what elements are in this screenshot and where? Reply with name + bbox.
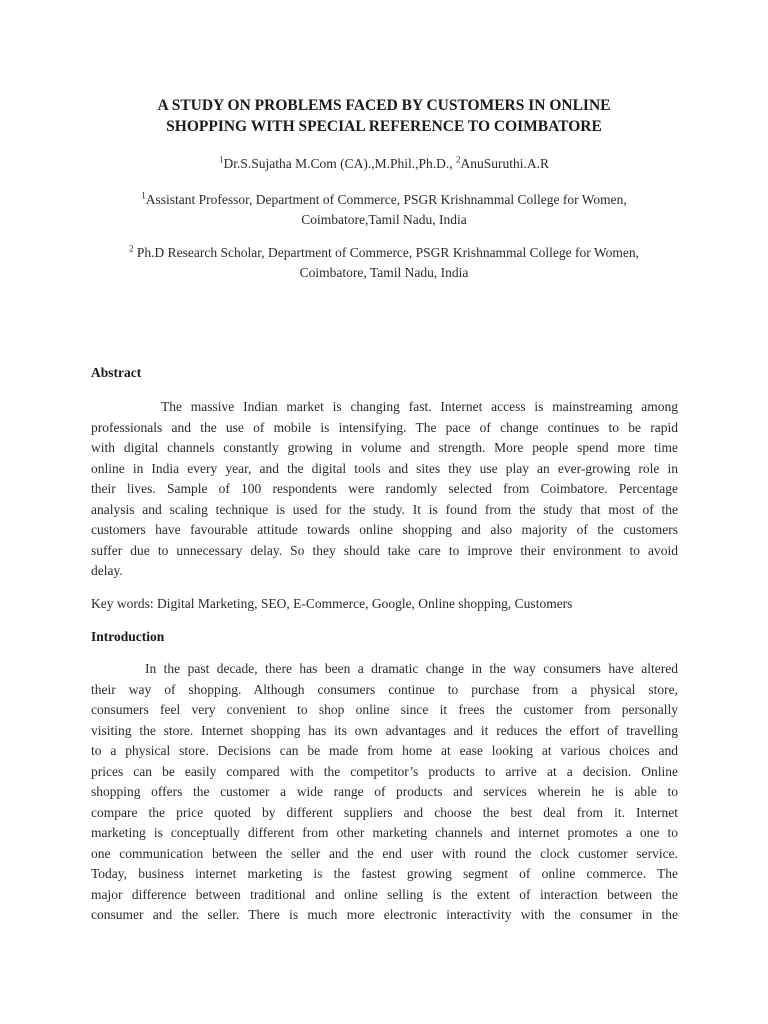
abstract-line: online in India every year, and the digital tools and sites they use play an ever-growing role in <box>91 460 678 476</box>
abstract-line: suffer due to unnecessary delay. So they should take care to improve their environment to avoid <box>91 542 678 558</box>
introduction-line: consumer and the seller. There is much more electronic interactivity with the consumer in the <box>91 907 678 922</box>
author-2-name: AnuSuruthi.A.R <box>460 156 550 171</box>
introduction-line: their way of shopping. Although consumers continue to purchase from a physical store, <box>91 681 678 697</box>
abstract-line: The massive Indian market is changing fast. Internet access is mainstreaming among <box>161 399 678 414</box>
affiliation-1-superscript: 1 <box>141 190 146 201</box>
affiliation-2 <box>80 243 688 283</box>
introduction-line: consumers feel very convenient to shop online since it frees the customer from personally <box>91 702 678 717</box>
abstract-line: analysis and scaling technique is used for the study. It is found from the study that most of the <box>91 501 678 517</box>
abstract-line: professionals and the use of mobile is intensifying. The pace of change continues to be rapid <box>91 419 678 435</box>
affiliation-2-line-2: Coimbatore, Tamil Nadu, India <box>299 265 469 280</box>
affiliation-1-line-2: Coimbatore,Tamil Nadu, India <box>301 212 467 227</box>
abstract-line: with digital channels constantly growing in volume and strength. More people spend more time <box>91 440 678 455</box>
author-1-name: Dr.S.Sujatha M.Com (CA).,M.Phil.,Ph.D., <box>223 156 456 171</box>
affiliation-1 <box>80 190 688 230</box>
title-line-1: A STUDY ON PROBLEMS FACED BY CUSTOMERS IN ONLINE <box>157 97 611 114</box>
introduction-body <box>91 659 678 926</box>
abstract-line: their lives. Sample of 100 respondents were randomly selected from Coimbatore. Percentage <box>91 481 678 496</box>
author-line <box>80 155 688 173</box>
abstract-line: delay. <box>91 563 123 578</box>
paper-title <box>80 95 688 137</box>
title-line-2: SHOPPING WITH SPECIAL REFERENCE TO COIMBATORE <box>166 118 602 135</box>
introduction-line: one communication between the seller and the end user with round the clock customer service. <box>91 845 678 861</box>
introduction-line: major difference between traditional and online selling is the extent of interaction between the <box>91 886 678 902</box>
introduction-line: marketing is conceptually different from other marketing channels and internet promotes a one to <box>91 825 678 840</box>
affiliation-2-superscript: 2 <box>129 243 134 254</box>
introduction-line: In the past decade, there has been a dramatic change in the way consumers have altered <box>145 661 678 676</box>
affiliation-1-line-1: Assistant Professor, Department of Commerce, PSGR Krishnammal College for Women, <box>145 192 627 207</box>
introduction-line: Today, business internet marketing is the fastest growing segment of online commerce. The <box>91 866 678 881</box>
author-2-superscript: 2 <box>456 154 461 165</box>
introduction-heading: Introduction <box>91 629 165 644</box>
abstract-body <box>91 397 678 582</box>
introduction-line: prices can be easily compared with the competitor’s products to arrive at a decision. Online <box>91 763 678 779</box>
introduction-line: compare the price quoted by different suppliers and choose the best deal from it. Internet <box>91 804 678 820</box>
introduction-line: to a physical store. Decisions can be made from home at ease looking at various choices and <box>91 743 678 758</box>
keywords-line: Key words: Digital Marketing, SEO, E-Commerce, Google, Online shopping, Customers <box>91 596 573 611</box>
introduction-line: shopping offers the customer a wide range of products and services wherein he is able to <box>91 784 678 799</box>
abstract-line: customers have favourable attitude towards online shopping and also majority of the customers <box>91 522 678 537</box>
affiliation-2-line-1: Ph.D Research Scholar, Department of Commerce, PSGR Krishnammal College for Women, <box>133 245 639 260</box>
introduction-line: visiting the store. Internet shopping has its own advantages and it reduces the effort of travelling <box>91 722 678 738</box>
author-1-superscript: 1 <box>218 154 224 165</box>
abstract-heading: Abstract <box>91 365 142 380</box>
